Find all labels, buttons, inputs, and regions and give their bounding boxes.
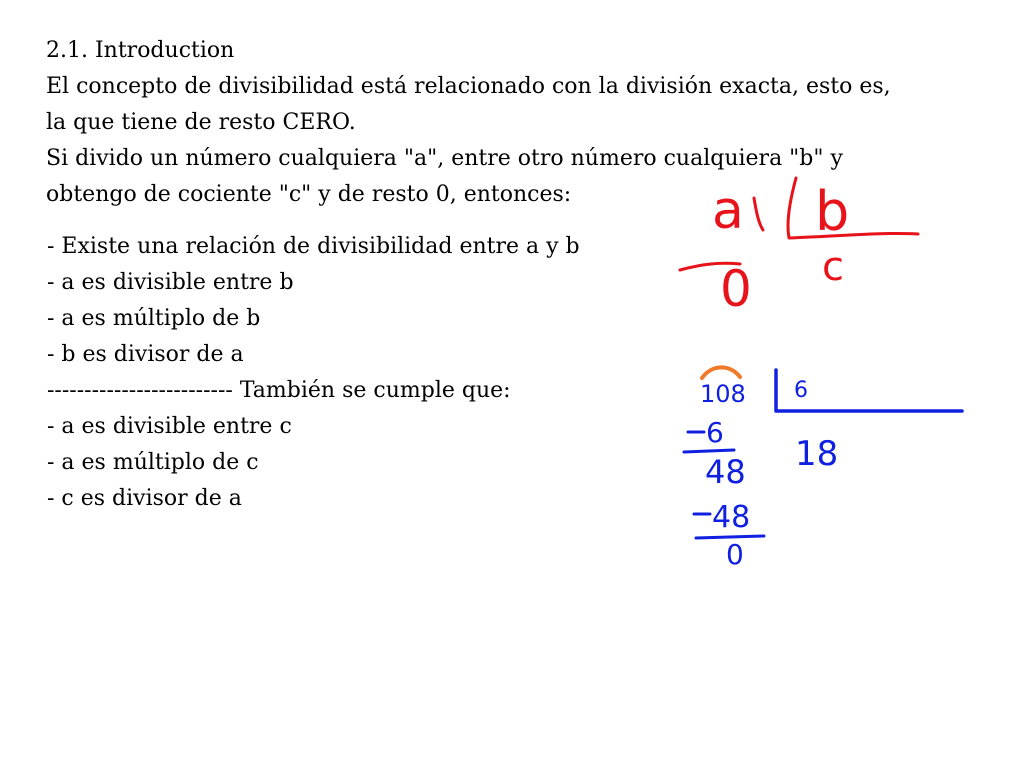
blue-partial-dividend: 48	[705, 453, 746, 491]
division-bracket	[788, 178, 918, 238]
blue-long-division	[684, 367, 962, 538]
paragraph-line: la que tiene de resto CERO.	[46, 110, 356, 135]
red-divisor: b	[815, 180, 850, 243]
list-item: - a es divisible entre c	[47, 414, 292, 439]
blue-long-division-numbers	[700, 378, 838, 571]
blue-quotient: 18	[795, 434, 839, 474]
paragraph-line: Si divido un número cualquiera "a", entre otro número cualquiera "b" y	[46, 146, 843, 171]
list-item: - Existe una relación de divisibilidad entre a y b	[47, 234, 580, 259]
list-separator: ------------------------- También se cumple que:	[47, 378, 511, 403]
blue-remainder: 0	[726, 538, 744, 571]
list-item: - b es divisor de a	[47, 342, 244, 367]
paragraph-line: obtengo de cociente "c" y de resto 0, entonces:	[46, 182, 572, 207]
red-quotient: c	[822, 244, 844, 290]
blue-first-subtrahend: 6	[706, 416, 724, 449]
red-division-sketch	[680, 178, 918, 270]
list-item: - a es divisible entre b	[47, 270, 294, 295]
paragraph-line: El concepto de divisibilidad está relacionado con la división exacta, esto es,	[46, 74, 891, 99]
list-item: - c es divisor de a	[47, 486, 242, 511]
subtraction-rule	[696, 536, 764, 538]
red-dividend: a	[712, 181, 744, 241]
red-division-labels	[712, 180, 849, 318]
dividend-tail	[754, 198, 763, 230]
division-bracket	[776, 370, 962, 411]
section-heading: 2.1. Introduction	[46, 38, 235, 63]
carry-arc	[702, 367, 740, 378]
blue-second-subtrahend: 48	[712, 500, 751, 535]
red-remainder: 0	[720, 260, 752, 318]
list-item: - a es múltiplo de b	[47, 306, 261, 331]
blue-divisor: 6	[794, 378, 808, 403]
subtraction-rule	[684, 450, 734, 452]
remainder-strike	[680, 263, 740, 270]
blue-dividend: 108	[700, 380, 746, 408]
list-item: - a es múltiplo de c	[47, 450, 259, 475]
